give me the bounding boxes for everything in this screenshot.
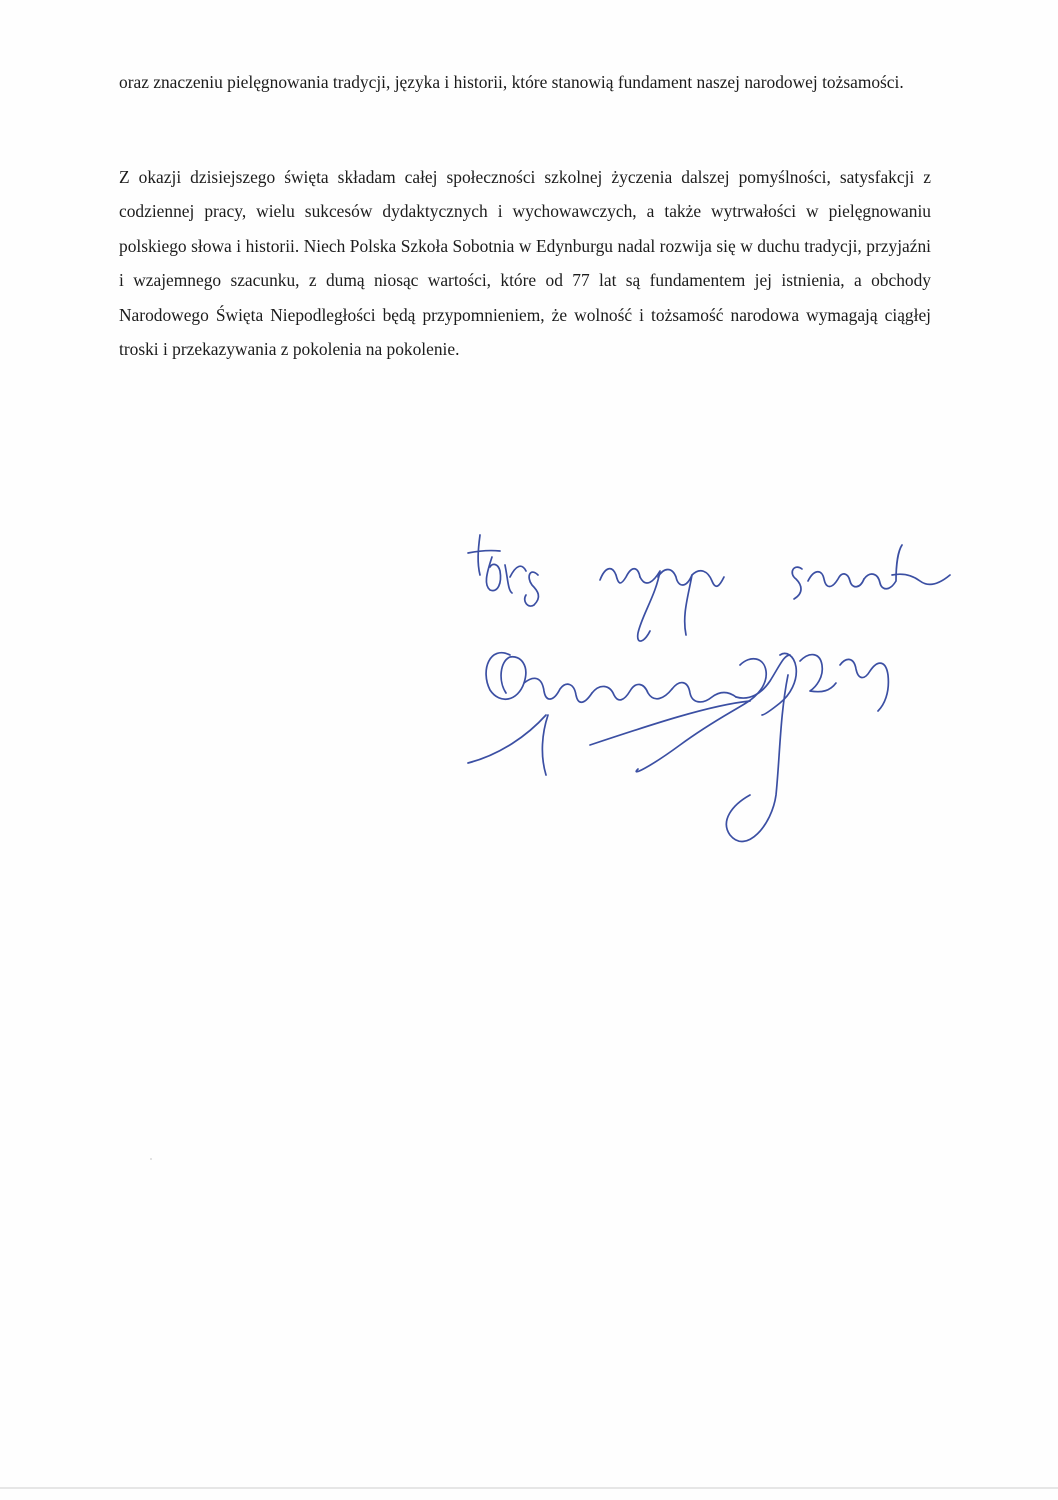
handwritten-signature bbox=[450, 505, 980, 875]
paragraph-2: Z okazji dzisiejszego święta składam całej społeczności szkolnej życzenia dalszej pomyślności, satysfakcji z codziennej pracy, wielu sukcesów dydaktycznych i wychowawczych, a także wytrwałości w pielęgnowaniu polskiego słowa i historii. Niech Polska Szkoła Sobotnia w Edynburgu nadal rozwija się w duchu tradycji, przyjaźni i wzajemnego szacunku, z dumą niosąc wartości, które od 77 lat są fundamentem jej istnienia, a obchody Narodowego Święta Niepodległości będą przypomnieniem, że wolność i tożsamość narodowa wymagają ciągłej troski i przekazywania z pokolenia na pokolenie. bbox=[119, 167, 931, 360]
signature-closing-handwriting bbox=[468, 535, 950, 641]
scan-artifact bbox=[150, 1158, 152, 1160]
page-bottom-edge bbox=[0, 1487, 1058, 1489]
signature-name-handwriting bbox=[468, 653, 888, 842]
paragraph-1: oraz znaczeniu pielęgnowania tradycji, języka i historii, które stanowią fundament naszej narodowej tożsamości. bbox=[119, 72, 904, 92]
